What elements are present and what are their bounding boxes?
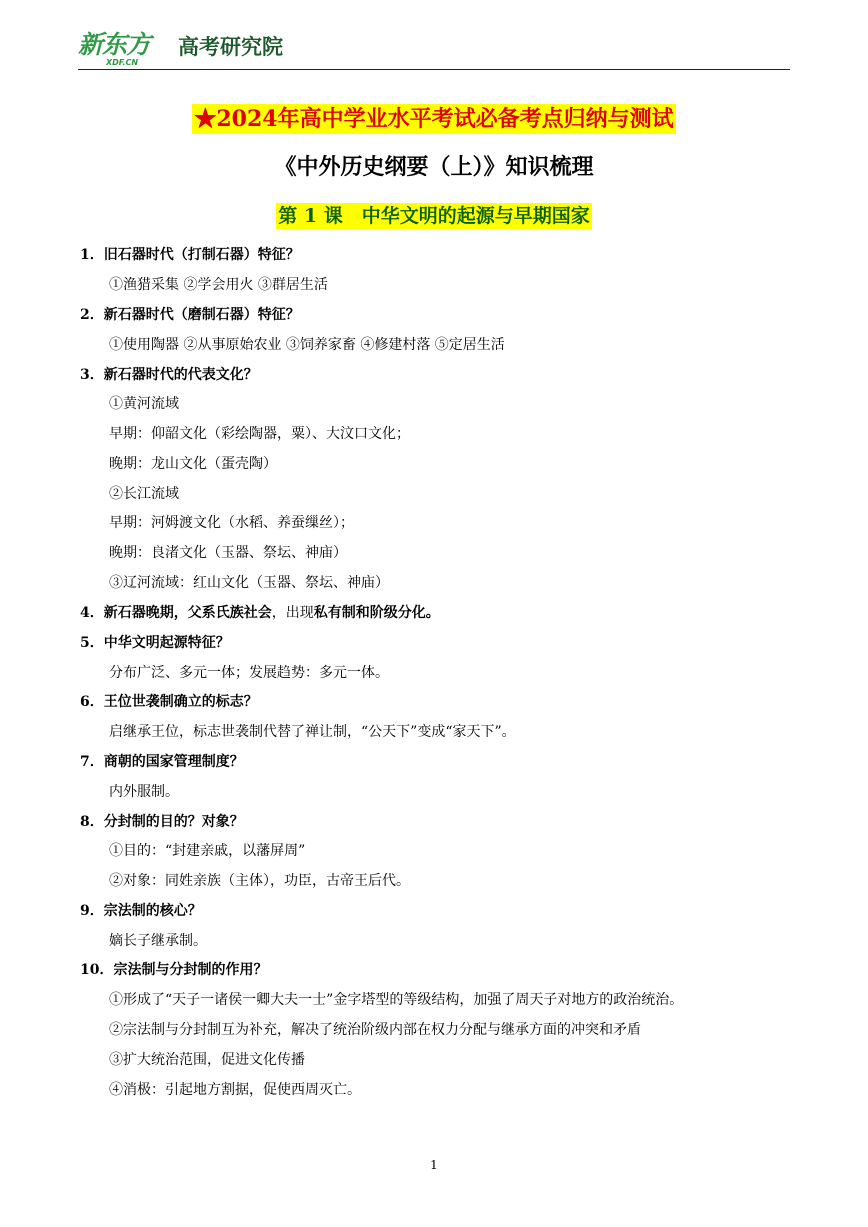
answer-10-line-2: ②宗法制与分封制互为补充，解决了统治阶级内部在权力分配与继承方面的冲突和矛盾 — [109, 1022, 641, 1038]
logo-subtext: XDF.CN — [106, 58, 139, 67]
question-10: 10．宗法制与分封制的作用？ — [80, 962, 268, 978]
xdf-logo — [78, 30, 162, 70]
brand-name: 高考研究院 — [178, 35, 283, 59]
answer-7-line-1: 内外服制。 — [109, 784, 179, 800]
answer-10-line-1: ①形成了“天子一诸侯一卿大夫一士”金字塔型的等级结构，加强了周天子对地方的政治统治。 — [109, 992, 684, 1008]
answer-10-line-3: ③扩大统治范围，促进文化传播 — [109, 1052, 305, 1068]
answer-9-line-1: 嫡长子继承制。 — [109, 933, 207, 949]
answer-2-line-1: ①使用陶器 ②从事原始农业 ③饲养家畜 ④修建村落 ⑤定居生活 — [109, 337, 505, 353]
answer-3-line-6: 晚期：良渚文化（玉器、祭坛、神庙） — [109, 545, 347, 561]
question-1: 1．旧石器时代（打制石器）特征？ — [80, 247, 300, 263]
logo-text: 新东方 — [78, 30, 151, 59]
answer-5-line-1: 分布广泛、多元一体；发展趋势：多元一体。 — [109, 665, 389, 681]
answer-3-line-1: ①黄河流域 — [109, 396, 179, 412]
answer-3-line-2: 早期：仰韶文化（彩绘陶器，粟）、大汶口文化； — [109, 426, 410, 442]
header-divider — [78, 69, 790, 70]
question-4-part-1: 4．新石器晚期，父系氏族社会 — [80, 605, 272, 621]
main-title — [0, 104, 868, 134]
question-8: 8．分封制的目的？对象？ — [80, 814, 244, 830]
lesson-title-text: 第 1 课 中华文明的起源与早期国家 — [278, 205, 590, 227]
answer-3-line-4: ②长江流域 — [109, 486, 179, 502]
answer-8-line-1: ①目的：“封建亲戚，以藩屏周” — [109, 843, 306, 859]
question-4 — [80, 603, 440, 623]
lesson-title — [0, 202, 868, 230]
question-7: 7．商朝的国家管理制度？ — [80, 754, 244, 770]
book-title: 《中外历史纲要（上）》知识梳理 — [274, 154, 594, 180]
answer-6-line-1: 启继承王位，标志世袭制代替了禅让制，“公天下”变成“家天下”。 — [109, 724, 516, 740]
answer-10-line-4: ④消极：引起地方割据，促使西周灭亡。 — [109, 1082, 361, 1098]
page-number: 1 — [430, 1158, 438, 1172]
question-4-part-2: ，出现 — [271, 605, 314, 621]
answer-1-line-1: ①渔猎采集 ②学会用火 ③群居生活 — [109, 277, 328, 293]
answer-3-line-3: 晚期：龙山文化（蛋壳陶） — [109, 456, 277, 472]
question-2: 2．新石器时代（磨制石器）特征？ — [80, 307, 300, 323]
question-6: 6．王位世袭制确立的标志？ — [80, 694, 258, 710]
page-header — [78, 26, 790, 70]
answer-3-line-5: 早期：河姆渡文化（水稻、养蚕缫丝）； — [109, 515, 354, 531]
answer-8-line-2: ②对象：同姓亲族（主体），功臣，古帝王后代。 — [109, 873, 410, 889]
question-9: 9．宗法制的核心？ — [80, 903, 202, 919]
main-title-text: ★2024年高中学业水平考试必备考点归纳与测试 — [194, 106, 674, 132]
question-3: 3．新石器时代的代表文化？ — [80, 367, 258, 383]
question-4-part-3: 私有制和阶级分化。 — [313, 605, 440, 621]
answer-3-line-7: ③辽河流域：红山文化（玉器、祭坛、神庙） — [109, 575, 389, 591]
question-5: 5．中华文明起源特征？ — [80, 635, 230, 651]
